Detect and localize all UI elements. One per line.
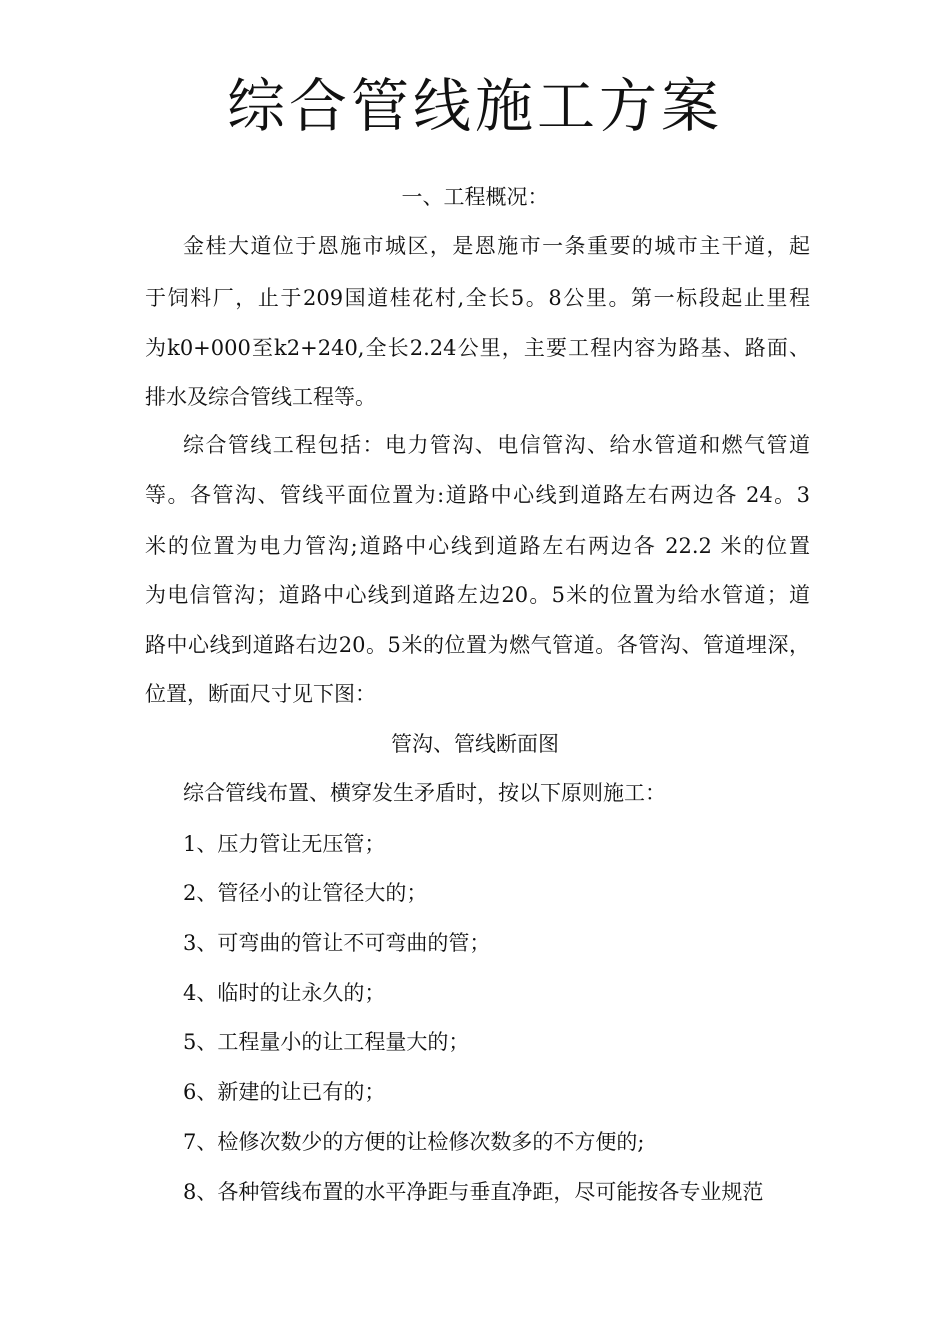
figure-caption: 管沟、管线断面图 (391, 732, 559, 756)
paragraph-2-line-4: 为电信管沟；道路中心线到道路左边20。5米的位置为给水管道；道 (145, 583, 810, 607)
principle-item: 7、检修次数少的方便的让检修次数多的不方便的; (183, 1130, 645, 1154)
paragraph-2-line-6: 位置，断面尺寸见下图： (145, 682, 376, 706)
principle-item: 8、各种管线布置的水平净距与垂直净距，尽可能按各专业规范 (183, 1180, 764, 1204)
section-heading: 一、工程概况： (401, 185, 549, 209)
paragraph-2-line-2: 等。各管沟、管线平面位置为:道路中心线到道路左右两边各 24。3 (145, 483, 810, 507)
paragraph-1-line-4: 排水及综合管线工程等。 (145, 385, 376, 409)
paragraph-2-line-5: 路中心线到道路右边20。5米的位置为燃气管道。各管沟、管道埋深， (145, 633, 810, 657)
principle-item: 3、可弯曲的管让不可弯曲的管； (183, 931, 491, 955)
paragraph-2-line-3: 米的位置为电力管沟;道路中心线到道路左右两边各 22.2 米的位置 (145, 534, 810, 558)
principle-item: 4、临时的让永久的； (183, 981, 386, 1005)
principle-item: 6、新建的让已有的； (183, 1080, 386, 1104)
paragraph-1-line-3: 为k0+000至k2+240,全长2.24公里，主要工程内容为路基、路面、 (145, 336, 810, 360)
principle-item: 5、工程量小的让工程量大的； (183, 1030, 470, 1054)
paragraph-2-line-1: 综合管线工程包括：电力管沟、电信管沟、给水管道和燃气管道 (183, 433, 810, 457)
document-title: 综合管线施工方案 (226, 72, 723, 140)
principle-item: 1、压力管让无压管； (183, 832, 386, 856)
paragraph-1-line-2: 于饲料厂，止于209国道桂花村,全长5。8公里。第一标段起止里程 (145, 286, 810, 310)
principle-item: 2、管径小的让管径大的； (183, 881, 428, 905)
paragraph-1-line-1: 金桂大道位于恩施市城区，是恩施市一条重要的城市主干道，起 (183, 234, 810, 258)
principles-intro: 综合管线布置、横穿发生矛盾时，按以下原则施工： (183, 781, 666, 805)
